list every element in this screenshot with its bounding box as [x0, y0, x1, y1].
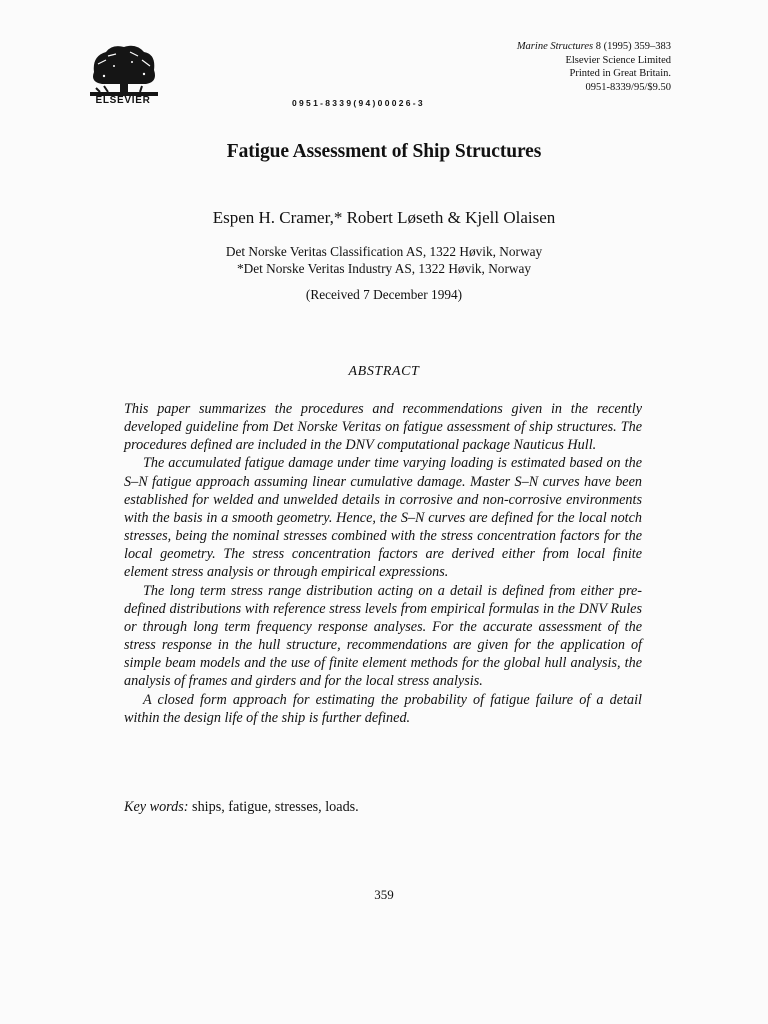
article-identifier: 0951-8339(94)00026-3 [292, 98, 425, 108]
journal-name: Marine Structures [516, 41, 594, 52]
author-list: Espen H. Cramer,* Robert Løseth & Kjell Olaisen [212, 208, 556, 227]
received-date: (Received 7 December 1994) [305, 287, 463, 302]
keywords [124, 799, 359, 816]
abstract-paragraph: The long term stress range distribution acting on a detail is defined from either pre-defined distributions with reference stress levels from empirical formulas in the DNV Rules or through long term frequency response analyses. For the accurate assessment of the stress response in the hull structure, recommendations are given for the application of simple beam models and the use of finite element methods for the global hull analysis, the analysis of frames and girders and for the local stress analysis. [124, 582, 642, 690]
journal-citation: 8 (1995) 359–383 [595, 41, 671, 52]
journal-price: 0951-8339/95/$9.50 [585, 81, 671, 93]
affiliations [0, 243, 768, 277]
page-number: 359 [374, 887, 394, 902]
abstract-paragraph: A closed form approach for estimating the probability of fatigue failure of a detail within the design life of the ship is further defined. [124, 691, 642, 726]
elsevier-logo-text: ELSEVIER [95, 95, 151, 106]
affiliation-1: Det Norske Veritas Classification AS, 1322 Høvik, Norway [225, 244, 543, 259]
abstract-body [124, 400, 642, 727]
abstract-paragraph: This paper summarizes the procedures and recommendations given in the recently developed guideline from Det Norske Veritas on fatigue assessment of ship structures. The procedures defined are included in the DNV computational package Nauticus Hull. [124, 401, 642, 454]
abstract-paragraph: The accumulated fatigue damage under time varying loading is estimated based on the S–N fatigue approach assuming linear cumulative damage. Master S–N curves have been established for welded and unwelded details in corrosive and non-corrosive environments with the basis in a smooth geometry. Hence, the S–N curves are defined for the local notch stresses, being the nominal stresses combined with the stress concentration factors for the local geometry. The stress concentration factors are derived either from local finite element stress analysis or through empirical expressions. [124, 455, 642, 581]
abstract-heading: ABSTRACT [348, 364, 420, 379]
journal-citation-line [517, 40, 671, 54]
paper-title: Fatigue Assessment of Ship Structures [226, 141, 542, 162]
journal-printed: Printed in Great Britain. [569, 68, 671, 80]
journal-publisher: Elsevier Science Limited [565, 54, 671, 66]
journal-info [517, 40, 671, 94]
keywords-label: Key words: [124, 799, 189, 815]
affiliation-2: *Det Norske Veritas Industry AS, 1322 Høvik, Norway [236, 261, 532, 276]
keywords-text: ships, fatigue, stresses, loads. [192, 799, 359, 815]
